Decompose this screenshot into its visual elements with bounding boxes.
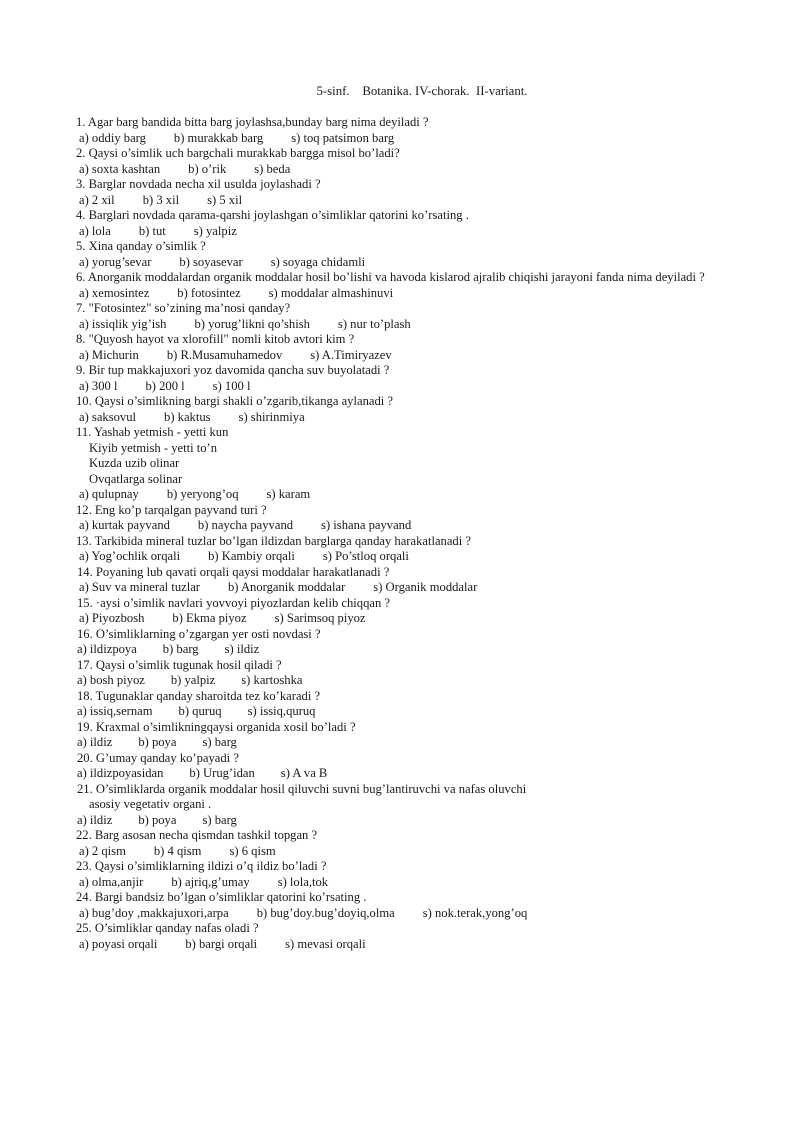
answer-option: s) Po’stloq orqali [322, 549, 409, 563]
answer-option: s) issiq,quruq [247, 704, 316, 718]
answer-option: a) oddiy barg [79, 130, 146, 145]
answer-option: s) nur to’plash [337, 316, 411, 331]
question-text-continued: Kuzda uzib olinar [89, 456, 180, 470]
answer-option: s) soyaga chidamli [270, 254, 366, 269]
answer-option: s) Sarimsoq piyoz [274, 611, 366, 625]
answer-option: a) issiq,sernam [77, 704, 153, 718]
answer-option: s) 100 l [212, 378, 251, 393]
question-text: 18. Tugunaklar qanday sharoitda tez ko’karadi ? [77, 688, 321, 703]
question-text: 22. Barg asosan necha qismdan tashkil topgan ? [76, 828, 318, 842]
answer-option: s) shirinmiya [238, 409, 305, 424]
answer-option: b) Ekma piyoz [172, 611, 247, 625]
question-text: 2. Qaysi o’simlik uch bargchali murakkab bargga misol bo’ladi? [76, 146, 400, 160]
answer-option: s) ildiz [224, 642, 260, 656]
question-text: 12. Eng ko’p tarqalgan payvand turi ? [76, 502, 267, 517]
answer-option: b) yalpiz [170, 673, 216, 687]
answer-options [76, 673, 776, 689]
answer-option: a) lola [79, 223, 111, 238]
answer-option: a) kurtak payvand [79, 518, 170, 532]
answer-options [76, 875, 776, 891]
answer-option: s) 5 xil [207, 192, 243, 207]
page-title: 5-sinf. Botanika. IV-chorak. II-variant. [316, 84, 528, 98]
answer-option: b) soyasevar [179, 254, 243, 269]
answer-option: a) xemosintez [79, 285, 150, 300]
answer-option: b) kaktus [164, 409, 211, 424]
answer-option: a) soxta kashtan [79, 161, 161, 176]
answer-options [76, 348, 776, 364]
question-text-continued: Ovqatlarga solinar [89, 471, 183, 486]
question-text: 14. Poyaning lub qavati orqali qaysi moddalar harakatlanadi ? [77, 564, 390, 579]
answer-options [76, 766, 776, 782]
question-text: 20. G’umay qanday ko’payadi ? [77, 750, 239, 765]
answer-option: s) barg [202, 812, 237, 827]
answer-option: a) ildiz [77, 812, 113, 827]
question-text: 4. Barglari novdada qarama-qarshi joylashgan o’simliklar qatorini ko’rsating . [76, 208, 469, 222]
question-text: 6. Anorganik moddalardan organik moddalar hosil bo’lishi va havoda kislarod ajralib chiqishi jarayoni fanda nima deyiladi ? [76, 270, 705, 284]
answer-option: b) o’rik [188, 161, 227, 176]
answer-option: b) bargi orqali [185, 936, 258, 951]
question-text: 5. Xina qanday o’simlik ? [76, 239, 206, 253]
answer-option: a) qulupnay [79, 487, 139, 501]
answer-option: s) ishana payvand [321, 518, 412, 532]
answer-options [76, 286, 776, 302]
answer-option: b) tut [138, 223, 166, 238]
answer-options [76, 255, 776, 271]
answer-option: a) olma,anjir [79, 874, 144, 889]
answer-option: b) yeryong’oq [166, 487, 239, 501]
question-list [76, 115, 776, 952]
answer-option: b) naycha payvand [197, 518, 294, 532]
answer-options [76, 193, 776, 209]
answer-option: s) barg [202, 735, 237, 749]
answer-option: a) yorug’sevar [79, 254, 152, 269]
answer-option: b) Urug’idan [189, 766, 255, 780]
answer-option: b) 3 xil [142, 192, 180, 207]
answer-option: a) 300 l [79, 378, 118, 393]
answer-option: s) A.Timiryazev [310, 347, 392, 362]
question-text-continued: Kiyib yetmish - yetti to’n [89, 440, 218, 455]
answer-options [76, 844, 776, 860]
answer-option: a) 2 qism [79, 843, 126, 858]
answer-option: b) murakkab barg [173, 130, 264, 145]
answer-options [76, 549, 776, 565]
answer-option: s) yalpiz [193, 223, 237, 238]
answer-option: a) ildiz [77, 735, 113, 749]
answer-option: a) poyasi orqali [79, 936, 158, 951]
answer-option: b) yorug’likni qo’shish [194, 316, 310, 331]
answer-option: s) mevasi orqali [285, 936, 366, 951]
answer-option: b) 200 l [145, 378, 185, 393]
answer-option: a) Michurin [79, 347, 139, 362]
answer-options [76, 611, 776, 627]
answer-option: s) toq patsimon barg [291, 130, 395, 145]
question-text: 21. O’simliklarda organik moddalar hosil qiluvchi suvni bug’lantiruvchi va nafas oluvchi [77, 781, 527, 796]
answer-option: b) poya [138, 812, 177, 827]
answer-option: b) 4 qism [153, 843, 202, 858]
answer-option: b) quruq [178, 704, 222, 718]
answer-option: a) 2 xil [79, 192, 115, 207]
answer-option: b) Anorganik moddalar [228, 580, 346, 594]
question-text: 8. "Quyosh hayot va xlorofill" nomli kitob avtori kim ? [76, 332, 355, 346]
answer-options [76, 580, 776, 596]
answer-options [76, 704, 776, 720]
question-text: 17. Qaysi o’simlik tugunak hosil qiladi ? [77, 657, 282, 672]
question-text: 24. Bargi bandsiz bo’lgan o’simliklar qatorini ko’rsating . [76, 890, 367, 904]
answer-option: b) fotosintez [177, 285, 241, 300]
answer-option: s) Organik moddalar [373, 580, 478, 594]
question-text: 7. "Fotosintez" so’zining ma’nosi qanday? [76, 301, 291, 315]
answer-option: s) lola,tok [277, 874, 329, 889]
answer-options [76, 162, 776, 178]
question-text: 13. Tarkibida mineral tuzlar bo’lgan ildizdan barglarga qanday harakatlanadi ? [76, 533, 471, 548]
answer-option: b) bug’doy.bug’doyiq,olma [256, 905, 395, 920]
answer-option: a) Suv va mineral tuzlar [79, 580, 200, 594]
answer-option: s) 6 qism [229, 843, 276, 858]
answer-option: a) bosh piyoz [77, 673, 145, 687]
question-text: 16. O’simliklarning o’zgargan yer osti novdasi ? [77, 626, 321, 641]
question-text: 23. Qaysi o’simliklarning ildizi o’q ildiz bo’ladi ? [76, 859, 327, 873]
question-text-continued: asosiy vegetativ organi . [89, 797, 212, 811]
answer-option: s) kartoshka [241, 673, 303, 687]
question-text: 11. Yashab yetmish - yetti kun [76, 425, 229, 439]
answer-option: s) karam [266, 487, 311, 501]
question-text: 10. Qaysi o’simlikning bargi shakli o’zgarib,tikanga aylanadi ? [76, 394, 393, 408]
answer-option: a) issiqlik yig’ish [79, 316, 167, 331]
answer-option: s) beda [254, 161, 291, 176]
answer-option: s) nok.terak,yong’oq [422, 905, 528, 920]
answer-options [76, 317, 776, 333]
answer-options [76, 937, 776, 953]
answer-option: a) Piyozbosh [79, 611, 145, 625]
answer-options [76, 518, 776, 534]
answer-option: s) A va B [280, 766, 328, 780]
answer-option: a) ildizpoyasidan [77, 766, 164, 780]
answer-options [76, 131, 776, 147]
answer-options [76, 224, 776, 240]
question-text: 9. Bir tup makkajuxori yoz davomida qancha suv buyolatadi ? [76, 363, 390, 377]
answer-option: b) Kambiy orqali [208, 549, 295, 563]
answer-options [76, 642, 776, 658]
answer-option: s) moddalar almashinuvi [268, 285, 394, 300]
answer-options [76, 906, 776, 922]
question-text: 1. Agar barg bandida bitta barg joylashsa,bunday barg nima deyiladi ? [76, 115, 429, 129]
answer-options [76, 735, 776, 751]
answer-option: a) ildizpoya [77, 642, 137, 656]
answer-options [76, 487, 776, 503]
question-text: 15. ·aysi o’simlik navlari yovvoyi piyozlardan kelib chiqqan ? [77, 595, 391, 610]
answer-option: a) bug’doy ,makkajuxori,arpa [79, 905, 229, 920]
answer-options [76, 379, 776, 395]
answer-options [76, 813, 776, 829]
answer-option: b) R.Musamuhamedov [166, 347, 283, 362]
answer-option: b) barg [162, 642, 199, 656]
question-text: 19. Kraxmal o’simlikningqaysi organida xosil bo’ladi ? [77, 719, 356, 734]
answer-option: a) Yog’ochlik orqali [79, 549, 181, 563]
answer-option: a) saksovul [79, 409, 137, 424]
answer-option: b) poya [138, 735, 177, 749]
answer-option: b) ajriq,g’umay [171, 874, 250, 889]
answer-options [76, 410, 776, 426]
question-text: 3. Barglar novdada necha xil usulda joylashadi ? [76, 177, 321, 191]
question-text: 25. O’simliklar qanday nafas oladi ? [76, 921, 259, 935]
